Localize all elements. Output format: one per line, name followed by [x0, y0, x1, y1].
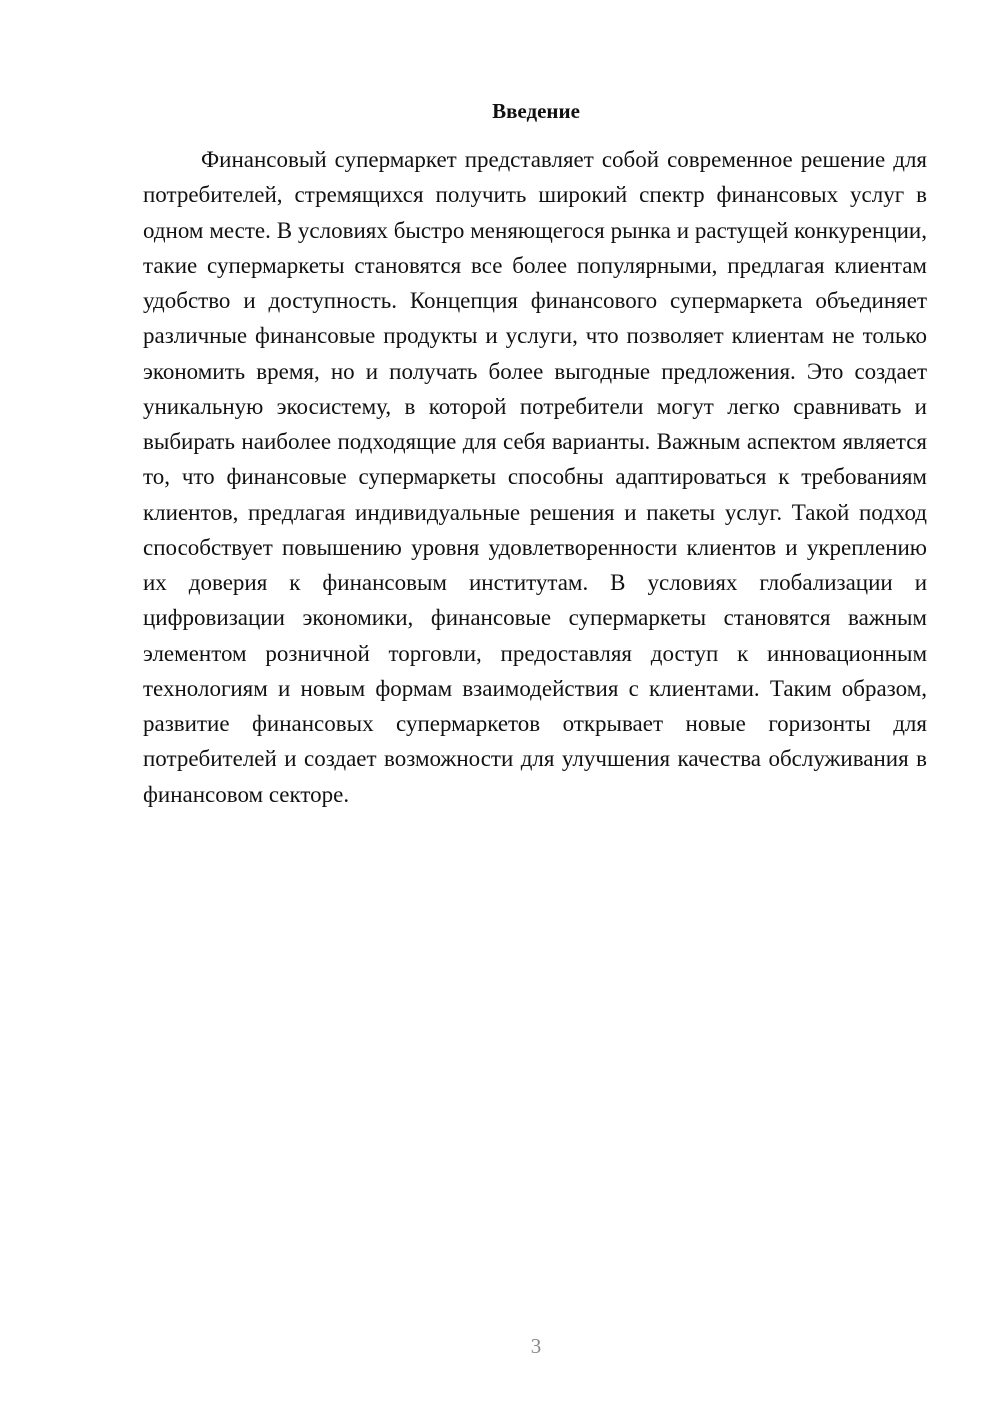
page-number: 3 [530, 1334, 542, 1358]
body-paragraph: Финансовый супермаркет представляет собой современное решение для потребителей, стремящихся получить широкий спектр финансовых услуг в одном месте. В условиях быстро меняющегося рынка и растущей конкуренции, такие супермаркеты становятся все более популярными, предлагая клиентам удобство и доступность. Концепция финансового супермаркета объединяет различные финансовые продукты и услуги, что позволяет клиентам не только экономить время, но и получать более выгодные предложения. Это создает уникальную экосистему, в которой потребители могут легко сравнивать и выбирать наиболее подходящие для себя варианты. Важным аспектом является то, что финансовые супермаркеты способны адаптироваться к требованиям клиентов, предлагая индивидуальные решения и пакеты услуг. Такой подход способствует повышению уровня удовлетворенности клиентов и укреплению их доверия к финансовым институтам. В условиях глобализации и цифровизации экономики, финансовые супермаркеты становятся важным элементом розничной торговли, предоставляя доступ к инновационным технологиям и новым формам взаимодействия с клиентами. Таким образом, развитие финансовых супермаркетов открывает новые горизонты для потребителей и создает возможности для улучшения качества обслуживания в финансовом секторе. [143, 147, 927, 807]
section-heading: Введение [492, 99, 580, 123]
